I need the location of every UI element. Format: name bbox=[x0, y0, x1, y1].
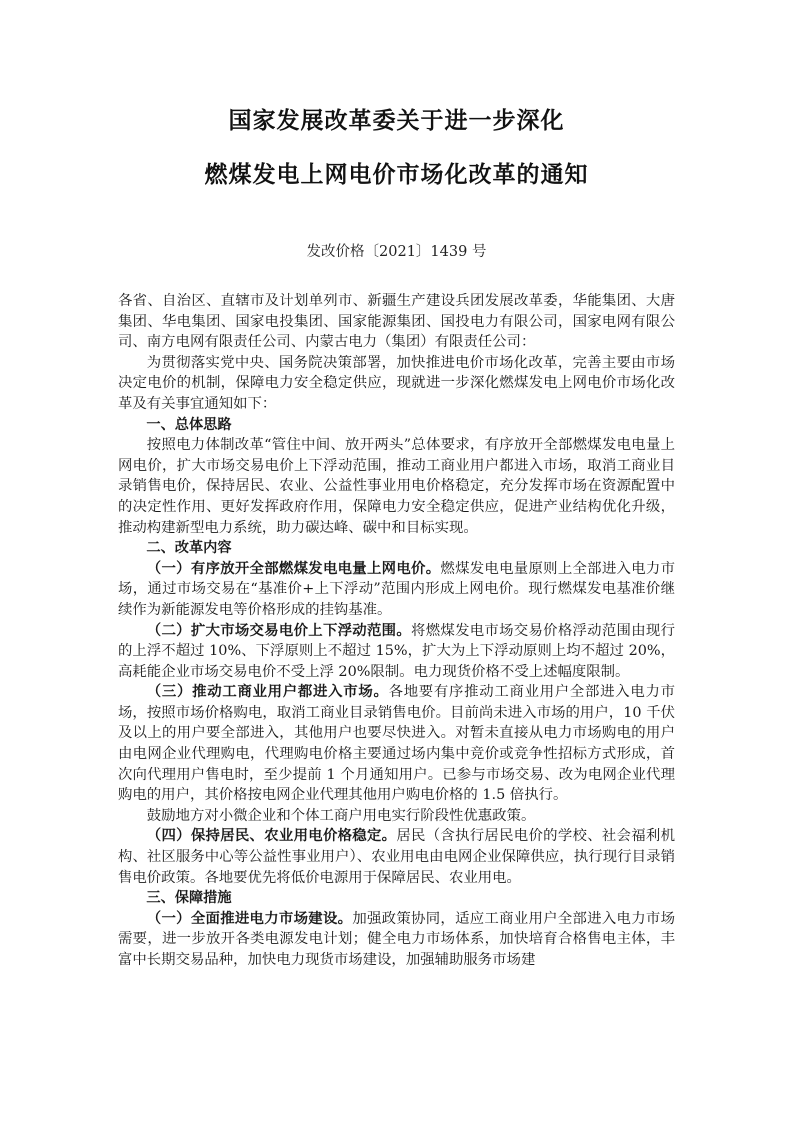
intro-paragraph: 为贯彻落实党中央、国务院决策部署，加快推进电价市场化改革，完善主要由市场决定电价的机制，保障电力安全稳定供应，现就进一步深化燃煤发电上网电价市场化改革及有关事宜通知如下： bbox=[118, 354, 675, 412]
addressees: 各省、自治区、直辖市及计划单列市、新疆生产建设兵团发展改革委，华能集团、大唐集团、华电集团、国家电投集团、国家能源集团、国投电力有限公司，国家电网有限公司、南方电网有限责任公司、内蒙古电力（集团）有限责任公司： bbox=[118, 293, 675, 351]
item-text: 各地要有序推动工商业用户全部进入电力市场，按照市场价格购电，取消工商业目录销售电价。目前尚未进入市场的用户，10 千伏及以上的用户要全部进入，其他用户也要尽快进入。对暂未直接从电力市场购电的用户由电网企业代理购电，代理购电价格主要通过场内集中竞价或竞争性招标方式形成，首次向代理用户售电时，至少提前 1 个月通知用户。已参与市场交易、改为电网企业代理购电的用户，其价格按电网企业代理其他用户购电价格的 1.5 倍执行。 bbox=[118, 684, 675, 804]
section-3-item-1 bbox=[118, 909, 675, 971]
document-body bbox=[118, 291, 675, 971]
section-2-item-3-extra: 鼓励地方对小微企业和个体工商户用电实行阶段性优惠政策。 bbox=[146, 807, 536, 824]
section-2-item-3 bbox=[118, 682, 675, 806]
title-line-2: 燃煤发电上网电价市场化改革的通知 bbox=[204, 162, 589, 188]
section-1-heading: 一、总体思路 bbox=[146, 416, 232, 433]
item-lead: （四）保持居民、农业用电价格稳定。 bbox=[146, 828, 397, 845]
item-text: 燃煤发电电量原则上全部进入电力市场，通过市场交易在“基准价+上下浮动”范围内形成上网电价。现行燃煤发电基准价继续作为新能源发电等价格形成的挂钩基准。 bbox=[118, 560, 675, 618]
section-2-item-1 bbox=[118, 559, 675, 621]
item-text: 居民（含执行居民电价的学校、社会福利机构、社区服务中心等公益性事业用户）、农业用电由电网企业保障供应，执行现行目录销售电价政策。各地要优先将低价电源用于保障居民、农业用电。 bbox=[118, 828, 675, 886]
item-lead: （二）扩大市场交易电价上下浮动范围。 bbox=[146, 622, 412, 639]
section-3-heading: 三、保障措施 bbox=[146, 890, 232, 907]
item-text: 将燃煤发电市场交易价格浮动范围由现行的上浮不超过 10%、下浮原则上不超过 15%，扩大为上下浮动原则上均不超过 20%，高耗能企业市场交易电价不受上浮 20%限制。电力现货价格不受上述幅度限制。 bbox=[118, 622, 675, 680]
section-2-item-2 bbox=[118, 621, 675, 683]
item-lead: （一）有序放开全部燃煤发电电量上网电价。 bbox=[146, 560, 441, 577]
section-2-item-4 bbox=[118, 826, 675, 888]
item-lead: （一）全面推进电力市场建设。 bbox=[146, 910, 353, 927]
title-line-1: 国家发展改革委关于进一步深化 bbox=[228, 108, 565, 134]
section-1-text: 按照电力体制改革“管住中间、放开两头”总体要求，有序放开全部燃煤发电电量上网电价，扩大市场交易电价上下浮动范围，推动工商业用户都进入市场，取消工商业目录销售电价，保持居民、农业、公益性事业用电价格稳定，充分发挥市场在资源配置中的决定性作用、更好发挥政府作用，保障电力安全稳定供应，促进产业结构优化升级，推动构建新型电力系统，助力碳达峰、碳中和目标实现。 bbox=[118, 437, 675, 536]
document-number: 发改价格〔2021〕1439 号 bbox=[306, 244, 487, 260]
item-text: 加强政策协同，适应工商业用户全部进入电力市场需要，进一步放开各类电源发电计划；健全电力市场体系，加快培育合格售电主体，丰富中长期交易品种，加快电力现货市场建设，加强辅助服务市场建 bbox=[118, 910, 675, 968]
section-2-heading: 二、改革内容 bbox=[146, 540, 232, 557]
item-lead: （三）推动工商业用户都进入市场。 bbox=[146, 684, 389, 701]
